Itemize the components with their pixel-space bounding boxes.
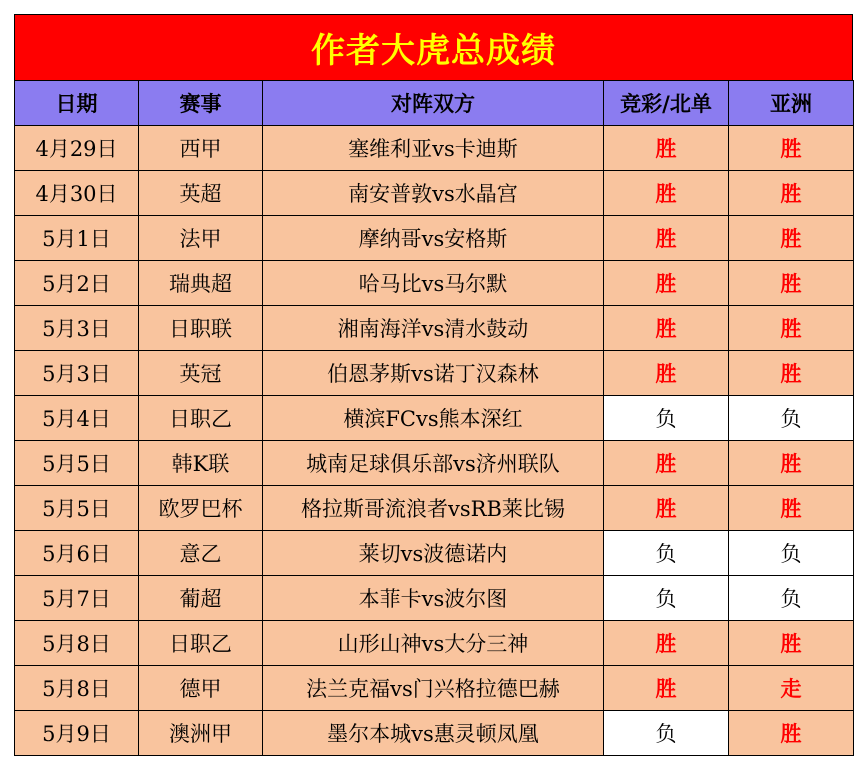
cell-date: 5月8日 (15, 666, 139, 711)
cell-league: 韩K联 (139, 441, 263, 486)
cell-jc-result: 胜 (604, 171, 729, 216)
cell-league: 日职联 (139, 306, 263, 351)
table-row (15, 126, 854, 171)
cell-jc-result: 胜 (604, 666, 729, 711)
cell-date: 5月9日 (15, 711, 139, 756)
cell-date: 5月4日 (15, 396, 139, 441)
cell-league: 法甲 (139, 216, 263, 261)
cell-date: 5月7日 (15, 576, 139, 621)
header-asia: 亚洲 (729, 81, 854, 126)
table-row (15, 351, 854, 396)
cell-date: 4月30日 (15, 171, 139, 216)
cell-match: 格拉斯哥流浪者vsRB莱比锡 (263, 486, 604, 531)
cell-asia-result: 负 (729, 576, 854, 621)
cell-asia-result: 胜 (729, 621, 854, 666)
cell-asia-result: 胜 (729, 351, 854, 396)
cell-league: 瑞典超 (139, 261, 263, 306)
table-row (15, 396, 854, 441)
cell-match: 墨尔本城vs惠灵顿凤凰 (263, 711, 604, 756)
cell-match: 城南足球俱乐部vs济州联队 (263, 441, 604, 486)
cell-date: 5月5日 (15, 486, 139, 531)
cell-jc-result: 负 (604, 576, 729, 621)
cell-league: 西甲 (139, 126, 263, 171)
cell-league: 英超 (139, 171, 263, 216)
cell-match: 湘南海洋vs清水鼓动 (263, 306, 604, 351)
cell-jc-result: 胜 (604, 261, 729, 306)
cell-asia-result: 胜 (729, 711, 854, 756)
cell-league: 葡超 (139, 576, 263, 621)
cell-match: 山形山神vs大分三神 (263, 621, 604, 666)
cell-jc-result: 负 (604, 396, 729, 441)
table-row (15, 261, 854, 306)
cell-date: 4月29日 (15, 126, 139, 171)
table-row (15, 666, 854, 711)
cell-date: 5月2日 (15, 261, 139, 306)
sheet-title: 作者大虎总成绩 (14, 14, 853, 80)
cell-jc-result: 胜 (604, 306, 729, 351)
cell-league: 日职乙 (139, 396, 263, 441)
cell-date: 5月5日 (15, 441, 139, 486)
cell-jc-result: 负 (604, 711, 729, 756)
table-row (15, 486, 854, 531)
header-jc: 竞彩/北单 (604, 81, 729, 126)
cell-jc-result: 胜 (604, 486, 729, 531)
cell-date: 5月6日 (15, 531, 139, 576)
cell-league: 欧罗巴杯 (139, 486, 263, 531)
cell-match: 伯恩茅斯vs诺丁汉森林 (263, 351, 604, 396)
cell-jc-result: 胜 (604, 351, 729, 396)
cell-league: 澳洲甲 (139, 711, 263, 756)
cell-match: 横滨FCvs熊本深红 (263, 396, 604, 441)
cell-match: 摩纳哥vs安格斯 (263, 216, 604, 261)
cell-asia-result: 负 (729, 396, 854, 441)
table-body (15, 126, 854, 756)
table-row (15, 216, 854, 261)
table-row (15, 441, 854, 486)
cell-match: 莱切vs波德诺内 (263, 531, 604, 576)
table-row (15, 576, 854, 621)
cell-asia-result: 胜 (729, 441, 854, 486)
cell-jc-result: 胜 (604, 126, 729, 171)
header-league: 赛事 (139, 81, 263, 126)
cell-match: 南安普敦vs水晶宫 (263, 171, 604, 216)
cell-asia-result: 胜 (729, 216, 854, 261)
cell-match: 塞维利亚vs卡迪斯 (263, 126, 604, 171)
cell-jc-result: 胜 (604, 216, 729, 261)
header-row (15, 81, 854, 126)
table-row (15, 711, 854, 756)
cell-asia-result: 胜 (729, 126, 854, 171)
cell-date: 5月3日 (15, 351, 139, 396)
cell-date: 5月3日 (15, 306, 139, 351)
cell-match: 法兰克福vs门兴格拉德巴赫 (263, 666, 604, 711)
cell-jc-result: 胜 (604, 621, 729, 666)
cell-jc-result: 胜 (604, 441, 729, 486)
table-row (15, 171, 854, 216)
cell-league: 德甲 (139, 666, 263, 711)
table-row (15, 531, 854, 576)
cell-match: 哈马比vs马尔默 (263, 261, 604, 306)
table-row (15, 621, 854, 666)
header-date: 日期 (15, 81, 139, 126)
table-row (15, 306, 854, 351)
cell-asia-result: 走 (729, 666, 854, 711)
cell-league: 英冠 (139, 351, 263, 396)
cell-date: 5月1日 (15, 216, 139, 261)
cell-asia-result: 胜 (729, 306, 854, 351)
results-table (14, 80, 854, 756)
cell-league: 日职乙 (139, 621, 263, 666)
cell-asia-result: 负 (729, 531, 854, 576)
cell-asia-result: 胜 (729, 486, 854, 531)
cell-date: 5月8日 (15, 621, 139, 666)
cell-asia-result: 胜 (729, 171, 854, 216)
cell-asia-result: 胜 (729, 261, 854, 306)
cell-jc-result: 负 (604, 531, 729, 576)
cell-league: 意乙 (139, 531, 263, 576)
header-match: 对阵双方 (263, 81, 604, 126)
cell-match: 本菲卡vs波尔图 (263, 576, 604, 621)
results-sheet (14, 14, 853, 756)
